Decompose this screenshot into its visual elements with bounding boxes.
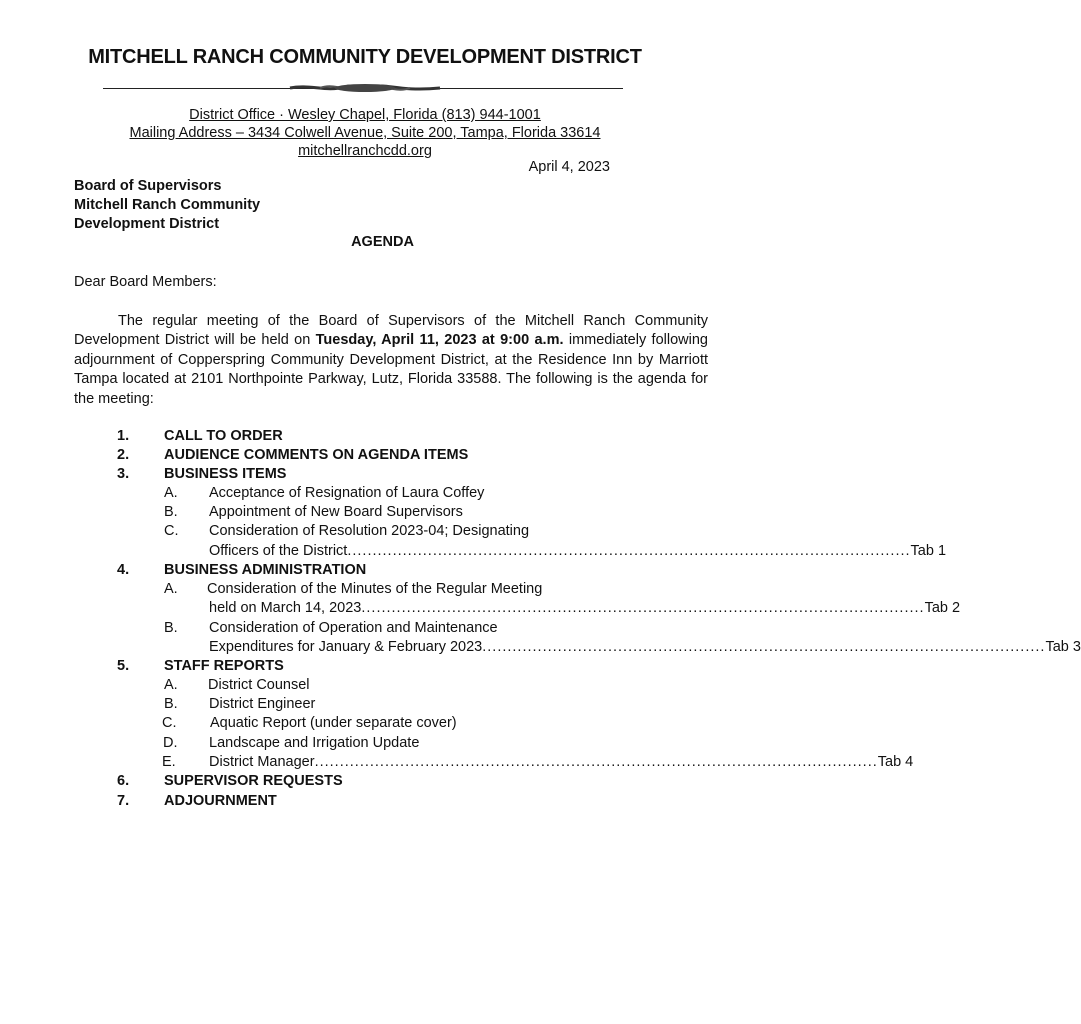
agenda-heading: AGENDA [351, 234, 414, 250]
meeting-datetime: Tuesday, April 11, 2023 at 9:00 a.m. [315, 332, 564, 349]
sub-item-resolution: Consideration of Resolution 2023-04; Designating [209, 523, 530, 539]
sub-item-district-counsel: District Counsel [208, 677, 310, 693]
ornament-flourish-icon [290, 81, 440, 95]
sub-letter: B. [164, 504, 178, 520]
tab-line-3 [209, 639, 1081, 655]
sub-item-aquatic-report: Aquatic Report (under separate cover) [210, 715, 457, 731]
website-link[interactable]: mitchellranchcdd.org [298, 143, 432, 159]
sub-letter: E. [162, 754, 176, 770]
leader-dots: ................................................................................................................ [347, 543, 911, 559]
salutation: Dear Board Members: [74, 274, 217, 290]
sub-item-appointment: Appointment of New Board Supervisors [209, 504, 463, 520]
sub-item-district-engineer: District Engineer [209, 696, 316, 712]
leader-dots: ................................................................................................................ [482, 639, 1046, 655]
item-call-to-order: CALL TO ORDER [164, 428, 283, 444]
item-business-administration: BUSINESS ADMINISTRATION [164, 562, 367, 578]
tab-line-2 [209, 600, 961, 616]
addressee-line-1: Board of Supervisors [74, 178, 222, 194]
addressee-line-3: Development District [74, 216, 220, 232]
sub-item-minutes: Consideration of the Minutes of the Regular Meeting [207, 581, 543, 597]
intro-part-2: immediately following adjournment of Copperspring Community Development District, at the Residence Inn by Marriott Tampa located at 2101 Northpointe Parkway, Lutz, Florida 33588. The following is the agenda for the meeting: [74, 332, 708, 407]
district-title: MITCHELL RANCH COMMUNITY DEVELOPMENT DISTRICT [88, 46, 642, 68]
item-number: 7. [117, 793, 130, 809]
item-supervisor-requests: SUPERVISOR REQUESTS [164, 773, 343, 789]
item-number: 5. [117, 658, 130, 674]
item-number: 2. [117, 447, 130, 463]
sub-letter: B. [164, 696, 178, 712]
item-staff-reports: STAFF REPORTS [164, 658, 284, 674]
tab-reference[interactable]: Tab 3 [1045, 639, 1081, 655]
mailing-address: Mailing Address – 3434 Colwell Avenue, Suite 200, Tampa, Florida 33614 [129, 125, 601, 141]
leader-dots: ................................................................................................................ [314, 754, 878, 770]
item-adjournment: ADJOURNMENT [164, 793, 277, 809]
intro-part-1: The regular meeting of the Board of Supervisors of the Mitchell Ranch Community Development District will be held on [74, 313, 708, 349]
item-number: 4. [117, 562, 130, 578]
tab-line-1 [209, 543, 947, 559]
item-number: 3. [117, 466, 130, 482]
sub-item-operations: Consideration of Operation and Maintenance [209, 620, 498, 636]
office-line: District Office · Wesley Chapel, Florida (813) 944-1001 [189, 107, 541, 123]
sub-letter: A. [164, 677, 178, 693]
item-business-items: BUSINESS ITEMS [164, 466, 287, 482]
sub-letter: D. [163, 735, 178, 751]
intro-paragraph [74, 312, 708, 409]
addressee-line-2: Mitchell Ranch Community [74, 197, 261, 213]
sub-item-resolution-cont: Officers of the District [209, 543, 348, 559]
sub-letter: A. [164, 581, 178, 597]
item-number: 1. [117, 428, 130, 444]
tab-reference[interactable]: Tab 1 [910, 543, 947, 559]
sub-item-resignation: Acceptance of Resignation of Laura Coffey [209, 485, 485, 501]
letter-date: April 4, 2023 [528, 159, 610, 175]
sub-letter: A. [164, 485, 178, 501]
sub-letter: C. [162, 715, 177, 731]
sub-letter: C. [164, 523, 179, 539]
item-audience-comments: AUDIENCE COMMENTS ON AGENDA ITEMS [164, 447, 469, 463]
tab-line-4 [209, 754, 914, 770]
sub-item-operations-cont: Expenditures for January & February 2023 [209, 639, 483, 655]
sub-item-minutes-cont: held on March 14, 2023 [209, 600, 362, 616]
sub-item-district-manager: District Manager [209, 754, 315, 770]
item-number: 6. [117, 773, 130, 789]
leader-dots: ................................................................................................................ [361, 600, 925, 616]
tab-reference[interactable]: Tab 4 [877, 754, 914, 770]
sub-item-landscape: Landscape and Irrigation Update [209, 735, 420, 751]
tab-reference[interactable]: Tab 2 [924, 600, 961, 616]
sub-letter: B. [164, 620, 178, 636]
